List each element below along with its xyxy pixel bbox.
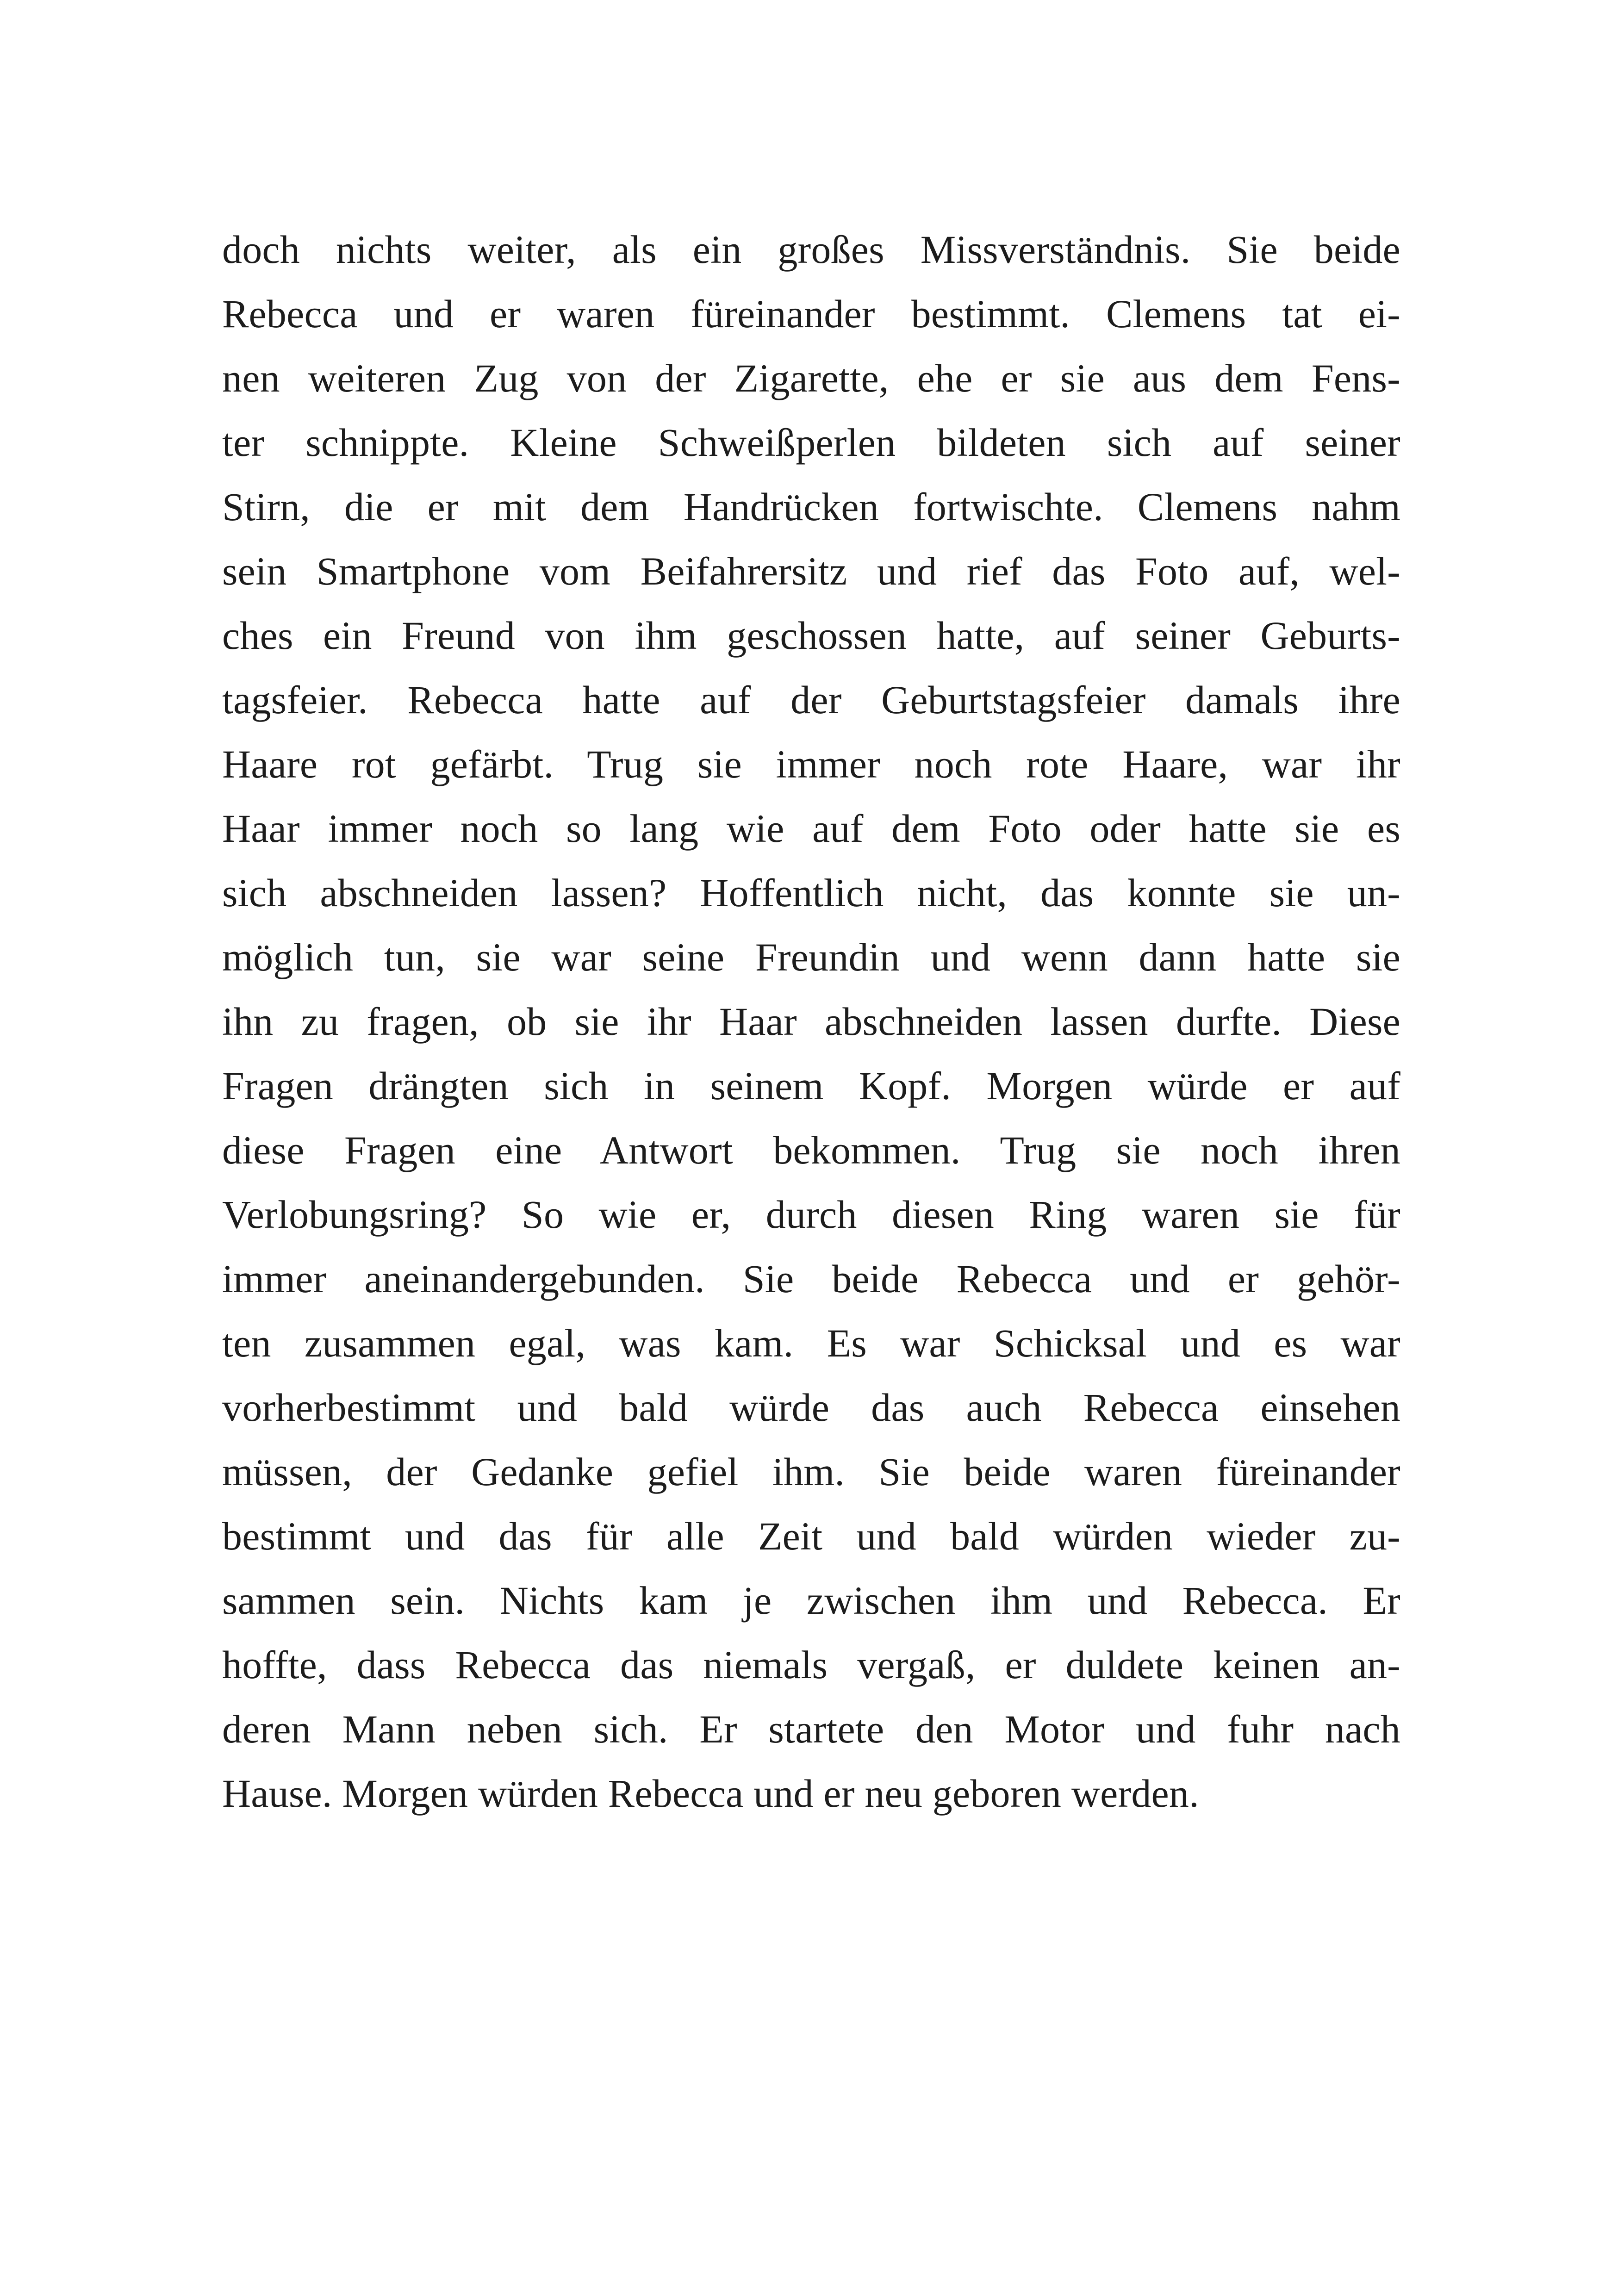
text-line: Verlobungsring? So wie er, durch diesen Ring waren sie für [222, 1192, 1400, 1237]
text-line: müssen, der Gedanke gefiel ihm. Sie beide waren füreinander [222, 1450, 1400, 1494]
text-line: diese Fragen eine Antwort bekommen. Trug sie noch ihren [222, 1128, 1400, 1172]
text-line: bestimmt und das für alle Zeit und bald würden wieder zu- [222, 1514, 1400, 1558]
text-line: ter schnippte. Kleine Schweißperlen bildeten sich auf seiner [222, 420, 1400, 465]
text-line: tagsfeier. Rebecca hatte auf der Geburtstagsfeier damals ihre [222, 678, 1400, 722]
text-line: doch nichts weiter, als ein großes Missverständnis. Sie beide [222, 227, 1400, 272]
text-line: Stirn, die er mit dem Handrücken fortwischte. Clemens nahm [222, 485, 1400, 529]
text-line: Haar immer noch so lang wie auf dem Foto oder hatte sie es [222, 806, 1400, 851]
text-line: Fragen drängten sich in seinem Kopf. Morgen würde er auf [222, 1064, 1400, 1108]
text-line: nen weiteren Zug von der Zigarette, ehe er sie aus dem Fens- [222, 356, 1400, 400]
text-line: sammen sein. Nichts kam je zwischen ihm und Rebecca. Er [222, 1578, 1400, 1623]
text-line: ten zusammen egal, was kam. Es war Schicksal und es war [222, 1321, 1400, 1365]
text-line: hoffte, dass Rebecca das niemals vergaß, er duldete keinen an- [222, 1643, 1400, 1687]
text-line: Hause. Morgen würden Rebecca und er neu geboren werden. [222, 1771, 1199, 1816]
text-line: ches ein Freund von ihm geschossen hatte, auf seiner Geburts- [222, 613, 1400, 658]
text-block [222, 218, 1400, 1826]
text-line: Haare rot gefärbt. Trug sie immer noch rote Haare, war ihr [222, 742, 1400, 786]
text-line: vorherbestimmt und bald würde das auch Rebecca einsehen [222, 1385, 1400, 1430]
text-line: sein Smartphone vom Beifahrersitz und rief das Foto auf, wel- [222, 549, 1400, 593]
text-line: immer aneinandergebunden. Sie beide Rebecca und er gehör- [222, 1257, 1400, 1301]
text-line: Rebecca und er waren füreinander bestimmt. Clemens tat ei- [222, 292, 1400, 336]
text-line: deren Mann neben sich. Er startete den Motor und fuhr nach [222, 1707, 1400, 1751]
text-line: sich abschneiden lassen? Hoffentlich nicht, das konnte sie un- [222, 871, 1400, 915]
text-line: ihn zu fragen, ob sie ihr Haar abschneiden lassen durfte. Diese [222, 999, 1400, 1044]
text-line: möglich tun, sie war seine Freundin und wenn dann hatte sie [222, 935, 1400, 979]
